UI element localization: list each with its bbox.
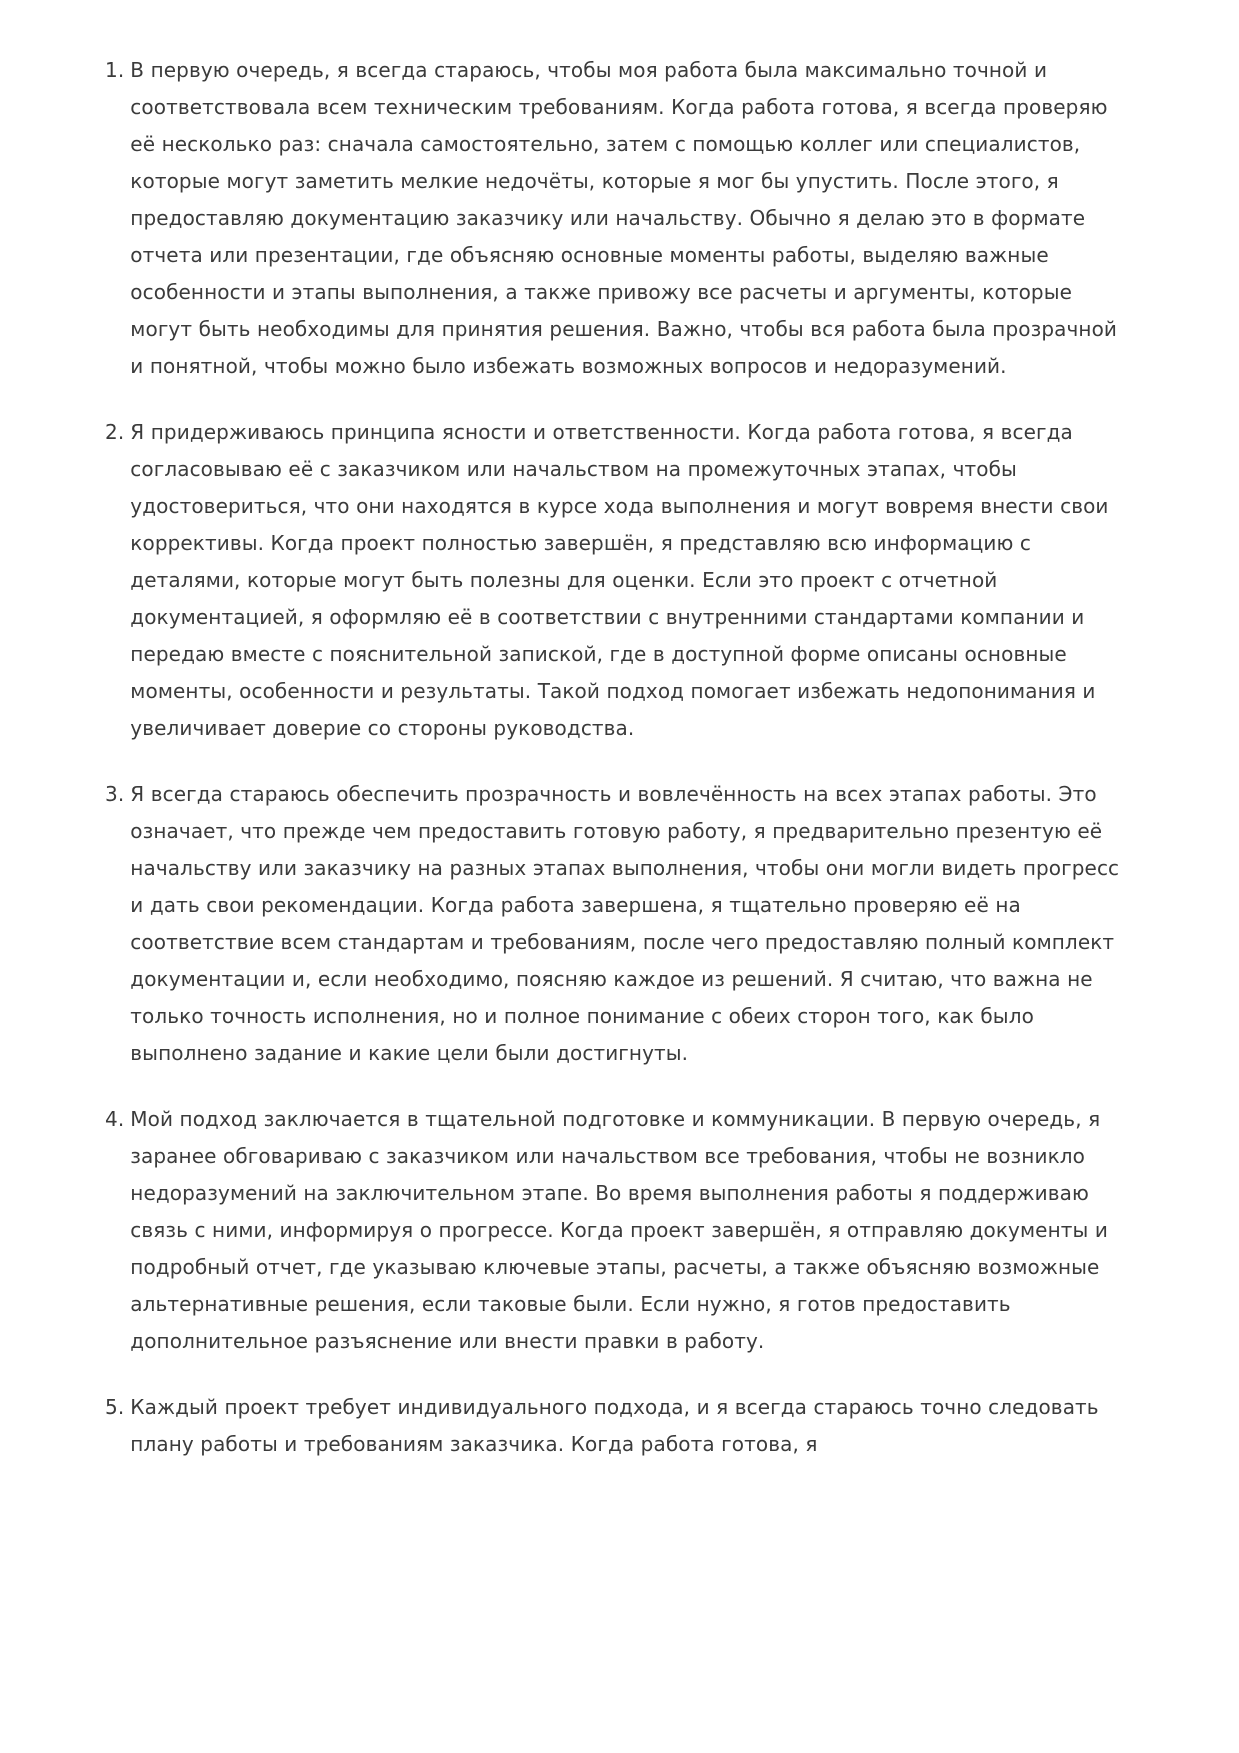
list-item [105,1389,1139,1463]
list-item-number: 4. [105,1107,125,1131]
list-item [105,414,1139,747]
list-item [105,52,1139,385]
list-item-text: Каждый проект требует индивидуального подхода, и я всегда стараюсь точно следовать плану работы и требованиям заказчика. Когда работа готова, я [130,1395,1099,1456]
list-item-number: 1. [105,58,125,82]
list-item-text: Я всегда стараюсь обеспечить прозрачность и вовлечённость на всех этапах работы. Это означает, что прежде чем предоставить готовую работу, я предварительно презентую её начальству или заказчику на разных этапах выполнения, чтобы они могли видеть прогресс и дать свои рекомендации. Когда работа завершена, я тщательно проверяю её на соответствие всем стандартам и требованиям, после чего предоставляю полный комплект документации и, если необходимо, поясняю каждое из решений. Я считаю, что важна не только точность исполнения, но и полное понимание с обеих сторон того, как было выполнено задание и какие цели были достигнуты. [130,782,1120,1065]
numbered-list [105,52,1139,1463]
list-item-number: 3. [105,782,125,806]
list-item [105,1101,1139,1360]
list-item-number: 2. [105,420,125,444]
list-item [105,776,1139,1072]
list-item-text: Мой подход заключается в тщательной подготовке и коммуникации. В первую очередь, я заранее обговариваю с заказчиком или начальством все требования, чтобы не возникло недоразумений на заключительном этапе. Во время выполнения работы я поддерживаю связь с ними, информируя о прогрессе. Когда проект завершён, я отправляю документы и подробный отчет, где указываю ключевые этапы, расчеты, а также объясняю возможные альтернативные решения, если таковые были. Если нужно, я готов предоставить дополнительное разъяснение или внести правки в работу. [130,1107,1108,1353]
list-item-number: 5. [105,1395,125,1419]
list-item-text: В первую очередь, я всегда стараюсь, чтобы моя работа была максимально точной и соответствовала всем техническим требованиям. Когда работа готова, я всегда проверяю её несколько раз: сначала самостоятельно, затем с помощью коллег или специалистов, которые могут заметить мелкие недочёты, которые я мог бы упустить. После этого, я предоставляю документацию заказчику или начальству. Обычно я делаю это в формате отчета или презентации, где объясняю основные моменты работы, выделяю важные особенности и этапы выполнения, а также привожу все расчеты и аргументы, которые могут быть необходимы для принятия решения. Важно, чтобы вся работа была прозрачной и понятной, чтобы можно было избежать возможных вопросов и недоразумений. [130,58,1118,378]
list-item-text: Я придерживаюсь принципа ясности и ответственности. Когда работа готова, я всегда согласовываю её с заказчиком или начальством на промежуточных этапах, чтобы удостовериться, что они находятся в курсе хода выполнения и могут вовремя внести свои коррективы. Когда проект полностью завершён, я представляю всю информацию с деталями, которые могут быть полезны для оценки. Если это проект с отчетной документацией, я оформляю её в соответствии с внутренними стандартами компании и передаю вместе с пояснительной запиской, где в доступной форме описаны основные моменты, особенности и результаты. Такой подход помогает избежать недопонимания и увеличивает доверие со стороны руководства. [130,420,1109,740]
